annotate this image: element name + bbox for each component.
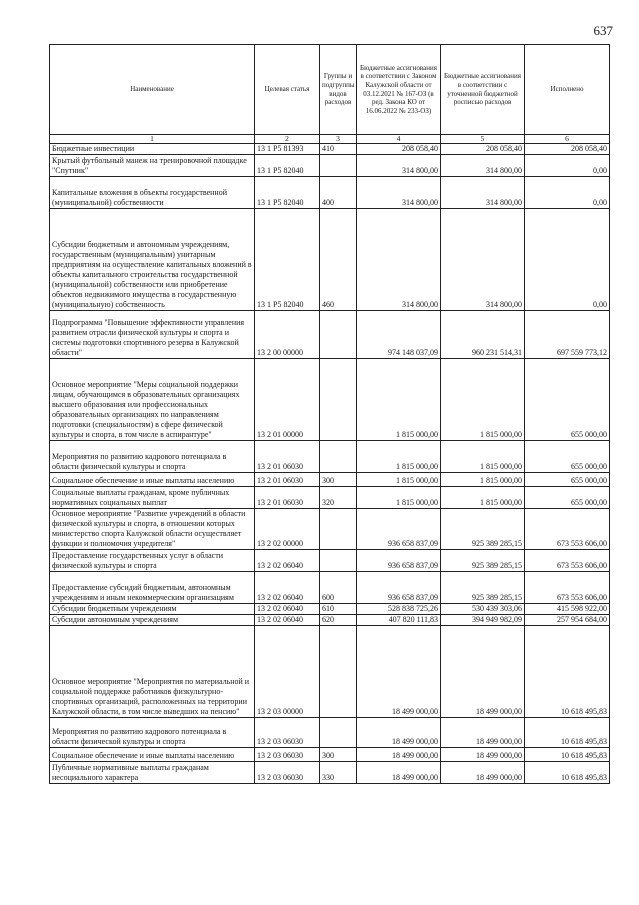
table-row (50, 209, 610, 311)
row-expense-group: 320 (320, 487, 357, 509)
row-name: Субсидии бюджетным учреждениям (50, 604, 255, 615)
row-law-allocation: 1 815 000,00 (357, 487, 441, 509)
table-row (50, 473, 610, 487)
row-target-article: 13 2 00 00000 (255, 311, 320, 359)
row-executed: 673 553 606,00 (525, 509, 610, 550)
row-executed: 10 618 495,83 (525, 718, 610, 748)
row-roster-allocation: 314 800,00 (441, 177, 525, 209)
row-roster-allocation: 18 499 000,00 (441, 748, 525, 762)
row-roster-allocation: 925 389 285,15 (441, 550, 525, 572)
row-name: Публичные нормативные выплаты гражданам несоциального характера (50, 762, 255, 784)
row-roster-allocation: 1 815 000,00 (441, 359, 525, 441)
row-target-article: 13 2 01 06030 (255, 473, 320, 487)
row-roster-allocation: 960 231 514,31 (441, 311, 525, 359)
header-expense-group: Группы и подгруппы видов расходов (320, 45, 357, 135)
table-row (50, 572, 610, 604)
table-row (50, 615, 610, 626)
row-target-article: 13 2 03 06030 (255, 762, 320, 784)
row-name: Основное мероприятие "Мероприятия по материальной и социальной поддержке работников физкультурно-спортивных организаций, расположенных на территории Калужской области, в том числе выведших на пенсию" (50, 626, 255, 718)
row-law-allocation: 1 815 000,00 (357, 473, 441, 487)
row-law-allocation: 208 058,40 (357, 144, 441, 155)
row-roster-allocation: 18 499 000,00 (441, 718, 525, 748)
row-law-allocation: 407 820 111,83 (357, 615, 441, 626)
row-executed: 655 000,00 (525, 487, 610, 509)
row-executed: 655 000,00 (525, 359, 610, 441)
row-target-article: 13 2 03 00000 (255, 626, 320, 718)
column-number: 4 (357, 135, 441, 144)
row-expense-group (320, 441, 357, 473)
row-name: Мероприятия по развитию кадрового потенциала в области физической культуры и спорта (50, 441, 255, 473)
row-executed: 0,00 (525, 209, 610, 311)
row-target-article: 13 2 02 06040 (255, 572, 320, 604)
column-number: 6 (525, 135, 610, 144)
table-row (50, 604, 610, 615)
row-roster-allocation: 925 389 285,15 (441, 572, 525, 604)
row-target-article: 13 2 02 06040 (255, 604, 320, 615)
table-row (50, 487, 610, 509)
header-row (50, 45, 610, 135)
row-law-allocation: 18 499 000,00 (357, 718, 441, 748)
row-law-allocation: 936 658 837,09 (357, 572, 441, 604)
row-target-article: 13 2 02 00000 (255, 509, 320, 550)
table-row (50, 155, 610, 177)
row-roster-allocation: 1 815 000,00 (441, 473, 525, 487)
header-name: Наименование (50, 45, 255, 135)
row-name: Социальное обеспечение и иные выплаты населению (50, 473, 255, 487)
row-executed: 208 058,40 (525, 144, 610, 155)
table-row (50, 177, 610, 209)
header-executed: Исполнено (525, 45, 610, 135)
table-row (50, 762, 610, 784)
row-expense-group (320, 626, 357, 718)
row-executed: 10 618 495,83 (525, 748, 610, 762)
row-executed: 0,00 (525, 177, 610, 209)
row-name: Основное мероприятие "Меры социальной поддержки лицам, обучающимся в образовательных организациях высшего образования или профессиональных образовательных организациях по направлениям подготовки (специальностям) в сфере физической культуры и спорта, в том числе в аспирантуре" (50, 359, 255, 441)
row-law-allocation: 314 800,00 (357, 177, 441, 209)
row-target-article: 13 2 03 06030 (255, 718, 320, 748)
column-number-row (50, 135, 610, 144)
row-roster-allocation: 18 499 000,00 (441, 626, 525, 718)
row-law-allocation: 528 838 725,26 (357, 604, 441, 615)
row-target-article: 13 1 P5 81393 (255, 144, 320, 155)
row-expense-group: 300 (320, 748, 357, 762)
row-target-article: 13 2 01 06030 (255, 441, 320, 473)
row-executed: 415 598 922,00 (525, 604, 610, 615)
column-number: 1 (50, 135, 255, 144)
row-roster-allocation: 925 389 285,15 (441, 509, 525, 550)
column-number: 3 (320, 135, 357, 144)
row-target-article: 13 1 P5 82040 (255, 209, 320, 311)
row-name: Основное мероприятие "Развитие учреждений в области физической культуры и спорта, в отношении которых министерство спорта Калужской области осуществляет функции и полномочия учредителя" (50, 509, 255, 550)
row-expense-group (320, 550, 357, 572)
row-target-article: 13 2 01 06030 (255, 487, 320, 509)
column-number: 2 (255, 135, 320, 144)
row-law-allocation: 18 499 000,00 (357, 748, 441, 762)
table-row (50, 144, 610, 155)
row-law-allocation: 936 658 837,09 (357, 550, 441, 572)
row-name: Предоставление субсидий бюджетным, автономным учреждениям и иным некоммерческим организациям (50, 572, 255, 604)
table-row (50, 718, 610, 748)
row-executed: 10 618 495,83 (525, 762, 610, 784)
row-target-article: 13 2 03 06030 (255, 748, 320, 762)
row-executed: 673 553 606,00 (525, 550, 610, 572)
row-executed: 655 000,00 (525, 441, 610, 473)
table-row (50, 359, 610, 441)
row-expense-group: 300 (320, 473, 357, 487)
row-name: Бюджетные инвестиции (50, 144, 255, 155)
column-number: 5 (441, 135, 525, 144)
row-executed: 655 000,00 (525, 473, 610, 487)
row-law-allocation: 314 800,00 (357, 155, 441, 177)
row-name: Предоставление государственных услуг в области физической культуры и спорта (50, 550, 255, 572)
row-executed: 697 559 773,12 (525, 311, 610, 359)
row-name: Субсидии автономным учреждениям (50, 615, 255, 626)
row-roster-allocation: 208 058,40 (441, 144, 525, 155)
row-expense-group: 600 (320, 572, 357, 604)
row-expense-group: 400 (320, 177, 357, 209)
header-target-article: Целевая статья (255, 45, 320, 135)
table-row (50, 509, 610, 550)
row-target-article: 13 2 02 06040 (255, 550, 320, 572)
row-expense-group (320, 155, 357, 177)
table-row (50, 550, 610, 572)
row-expense-group (320, 509, 357, 550)
row-executed: 257 954 684,00 (525, 615, 610, 626)
row-law-allocation: 314 800,00 (357, 209, 441, 311)
row-name: Капитальные вложения в объекты государственной (муниципальной) собственности (50, 177, 255, 209)
row-law-allocation: 1 815 000,00 (357, 441, 441, 473)
table-row (50, 748, 610, 762)
row-target-article: 13 2 02 06040 (255, 615, 320, 626)
table-row (50, 441, 610, 473)
row-law-allocation: 1 815 000,00 (357, 359, 441, 441)
row-roster-allocation: 18 499 000,00 (441, 762, 525, 784)
row-roster-allocation: 314 800,00 (441, 155, 525, 177)
row-expense-group (320, 359, 357, 441)
row-executed: 673 553 606,00 (525, 572, 610, 604)
row-roster-allocation: 530 439 303,06 (441, 604, 525, 615)
row-expense-group (320, 718, 357, 748)
budget-table (49, 44, 610, 784)
row-name: Мероприятия по развитию кадрового потенциала в области физической культуры и спорта (50, 718, 255, 748)
row-executed: 0,00 (525, 155, 610, 177)
row-expense-group: 460 (320, 209, 357, 311)
row-name: Социальные выплаты гражданам, кроме публичных нормативных социальных выплат (50, 487, 255, 509)
row-law-allocation: 18 499 000,00 (357, 626, 441, 718)
row-law-allocation: 18 499 000,00 (357, 762, 441, 784)
row-name: Подпрограмма "Повышение эффективности управления развитием отрасли физической культуры и спорта и системы подготовки спортивного резерва в Калужской области" (50, 311, 255, 359)
row-expense-group: 610 (320, 604, 357, 615)
row-expense-group: 410 (320, 144, 357, 155)
row-name: Крытый футбольный манеж на тренировочной площадке "Спутник" (50, 155, 255, 177)
row-law-allocation: 974 148 037,09 (357, 311, 441, 359)
row-roster-allocation: 314 800,00 (441, 209, 525, 311)
row-law-allocation: 936 658 837,09 (357, 509, 441, 550)
row-target-article: 13 1 P5 82040 (255, 177, 320, 209)
table-header (50, 45, 610, 135)
row-roster-allocation: 1 815 000,00 (441, 441, 525, 473)
row-roster-allocation: 394 949 982,09 (441, 615, 525, 626)
table-row (50, 626, 610, 718)
page-number: 637 (593, 23, 613, 38)
row-expense-group (320, 311, 357, 359)
row-name: Социальное обеспечение и иные выплаты населению (50, 748, 255, 762)
row-name: Субсидии бюджетным и автономным учреждениям, государственным (муниципальным) унитарным предприятиям на осуществление капитальных вложений в объекты капитального строительства государственной (муниципальной) собственности или приобретение объектов недвижимого имущества в государственную (муниципальную) собственность (50, 209, 255, 311)
row-expense-group: 620 (320, 615, 357, 626)
row-roster-allocation: 1 815 000,00 (441, 487, 525, 509)
table-row (50, 311, 610, 359)
row-executed: 10 618 495,83 (525, 626, 610, 718)
header-roster-allocation: Бюджетные ассигнования в соответствии с уточненной бюджетной росписью расходов (441, 45, 525, 135)
row-target-article: 13 1 P5 82040 (255, 155, 320, 177)
row-target-article: 13 2 01 00000 (255, 359, 320, 441)
table-body (50, 135, 610, 784)
row-expense-group: 330 (320, 762, 357, 784)
header-law-allocation: Бюджетные ассигнования в соответствии с Законом Калужской области от 03.12.2021 № 167-ОЗ (в ред. Закона КО от 16.06.2022 № 233-ОЗ) (357, 45, 441, 135)
